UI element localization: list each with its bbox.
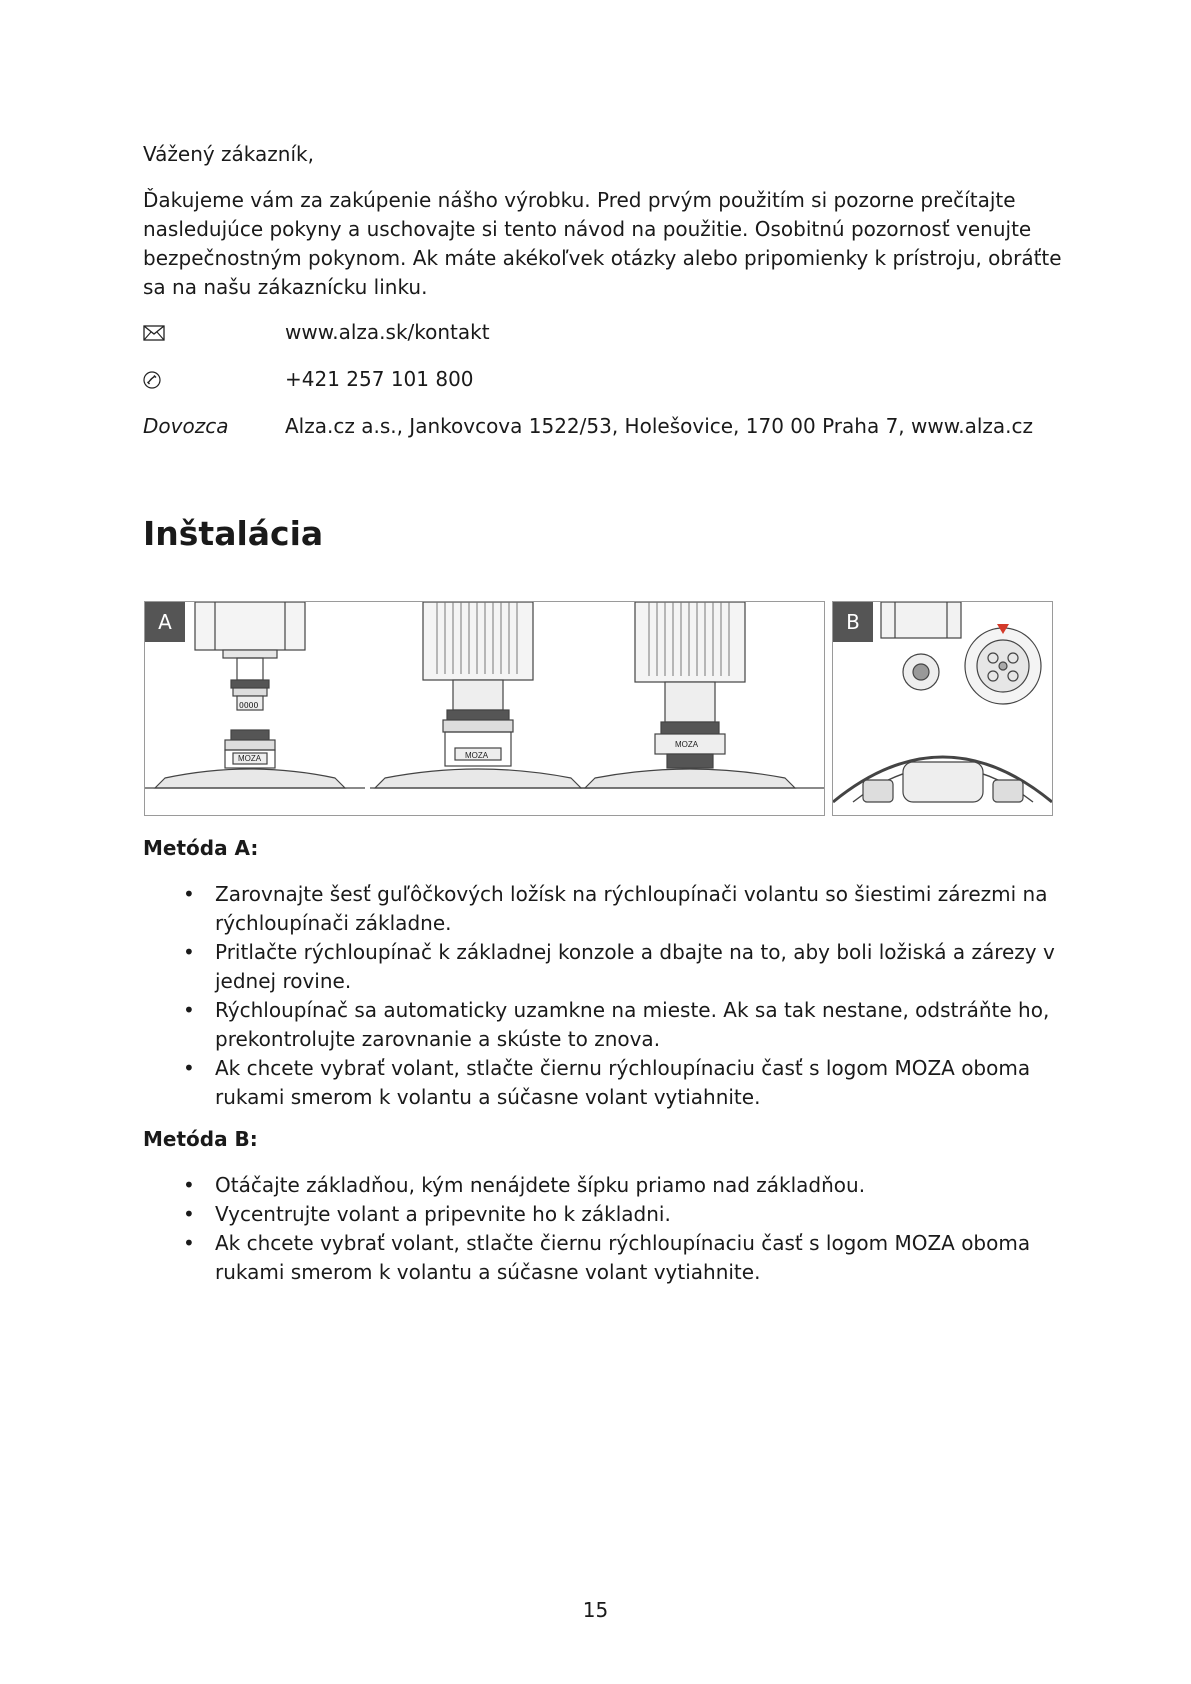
email-link[interactable]: www.alza.sk/kontakt [285, 320, 490, 344]
section-title: Inštalácia [143, 514, 324, 553]
page-number: 15 [582, 1598, 609, 1622]
moza-logo-1: MOZA [238, 754, 262, 763]
figure-label-b: B [833, 602, 873, 642]
phone-number: +421 257 101 800 [285, 367, 474, 391]
list-item: • Zarovnajte šesť guľôčkových ložísk na rýchloupínači volantu so šiestimi zárezmi na rýchloupínači základne. [143, 880, 1073, 938]
envelope-icon [143, 320, 283, 346]
figure-method-b [832, 601, 1053, 816]
moza-logo-2: MOZA [465, 751, 489, 760]
list-item: • Ak chcete vybrať volant, stlačte čiernu rýchloupínaciu časť s logom MOZA oboma rukami smerom k volantu a súčasne volant vytiahnite. [143, 1229, 1073, 1287]
phone-icon [143, 367, 283, 394]
svg-text:OOOO: OOOO [239, 701, 259, 710]
list-item: • Ak chcete vybrať volant, stlačte čiernu rýchloupínaciu časť s logom MOZA oboma rukami smerom k volantu a súčasne volant vytiahnite. [143, 1054, 1073, 1112]
list-item: • Pritlačte rýchloupínač k základnej konzole a dbajte na to, aby boli ložiská a zárezy v jednej rovine. [143, 938, 1073, 996]
moza-logo-3: MOZA [675, 740, 699, 749]
figure-method-a [144, 601, 825, 816]
list-item: • Otáčajte základňou, kým nenájdete šípku priamo nad základňou. [143, 1171, 1073, 1200]
method-b-list [143, 1171, 1073, 1287]
method-a-list [143, 880, 1073, 1112]
method-a-title: Metóda A: [143, 836, 259, 860]
list-item: • Vycentrujte volant a pripevnite ho k základni. [143, 1200, 1073, 1229]
importer-address: Alza.cz a.s., Jankovcova 1522/53, Holešovice, 170 00 Praha 7, www.alza.cz [285, 414, 1034, 438]
importer-label: Dovozca [143, 414, 229, 438]
method-b-title: Metóda B: [143, 1127, 258, 1151]
intro-paragraph: Ďakujeme vám za zakúpenie nášho výrobku. Pred prvým použitím si pozorne prečítajte nasledujúce pokyny a uschovajte si tento návod na použitie. Osobitnú pozornosť venujte bezpečnostným pokynom. Ak máte akékoľvek otázky alebo pripomienky k prístroju, obráťte sa na našu zákaznícku linku. [143, 188, 1062, 299]
installation-illustration-a [145, 602, 824, 815]
greeting: Vážený zákazník, [143, 142, 314, 166]
list-item: • Rýchloupínač sa automaticky uzamkne na mieste. Ak sa tak nestane, odstráňte ho, prekontrolujte zarovnanie a skúste to znova. [143, 996, 1073, 1054]
figure-label-a: A [145, 602, 185, 642]
